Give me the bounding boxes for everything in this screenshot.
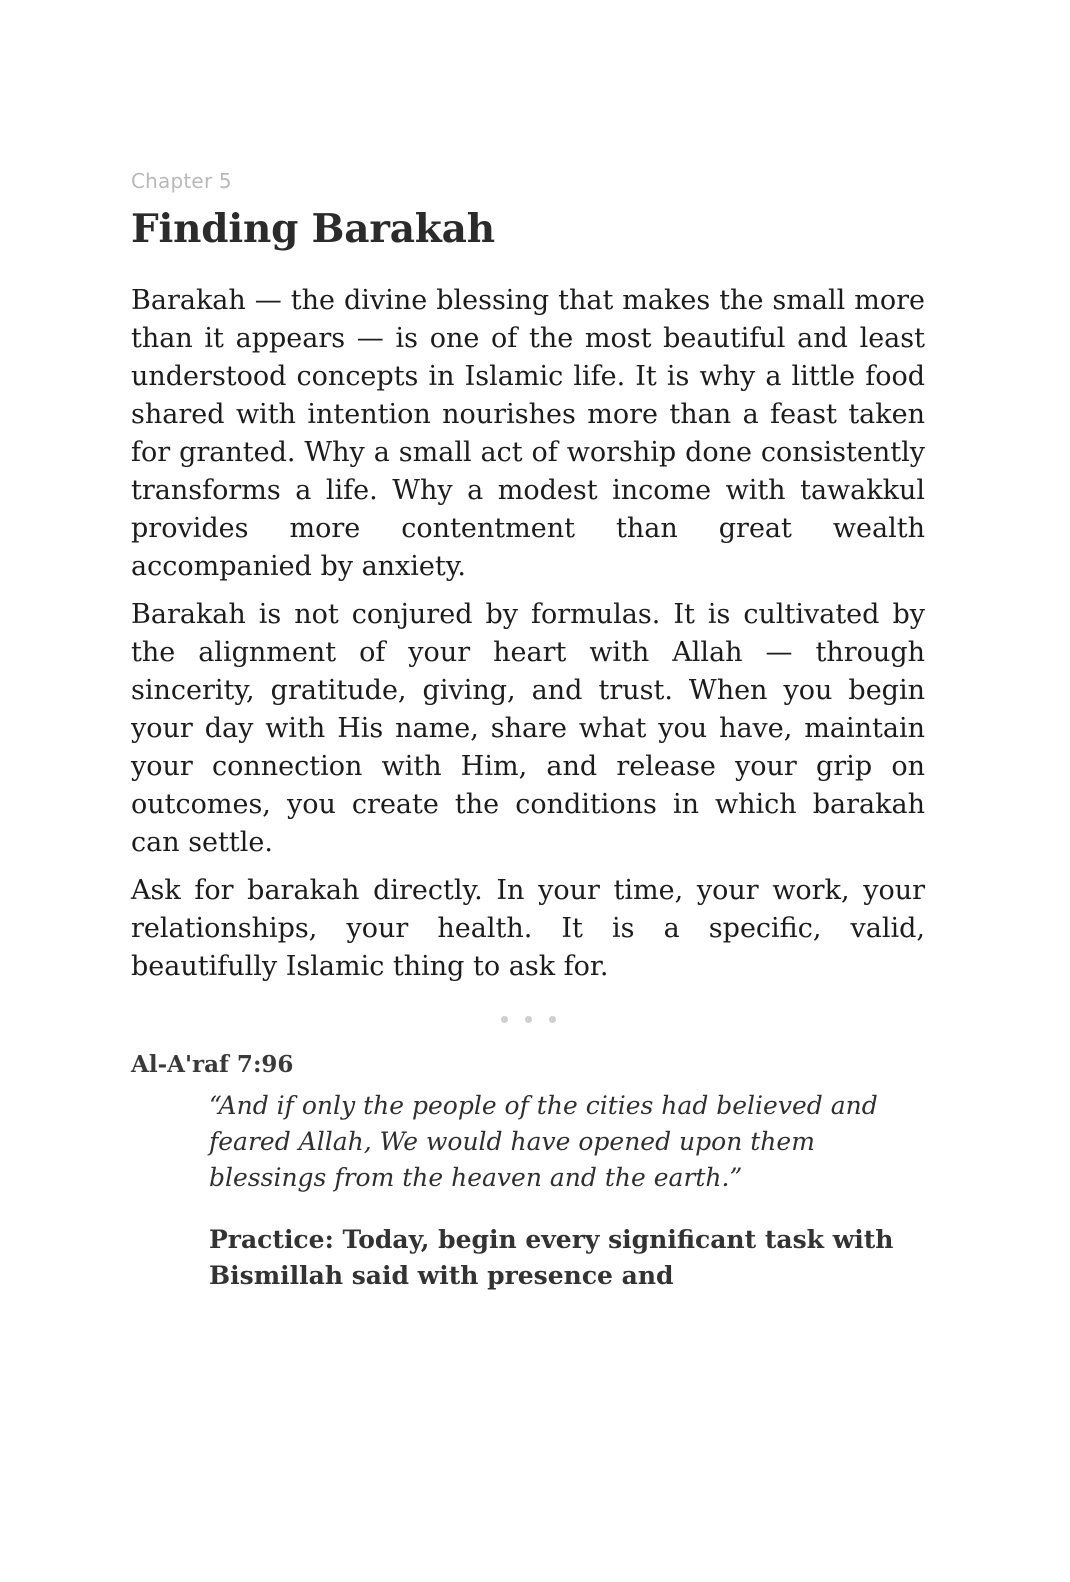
chapter-label: Chapter 5 bbox=[131, 169, 232, 193]
quote-indent-wrapper bbox=[131, 1088, 925, 1294]
body-text-column bbox=[131, 282, 925, 986]
quote-text: “And if only the people of the cities had believed and feared Allah, We would have opened upon them blessings from the heaven and the earth.” bbox=[209, 1091, 878, 1192]
body-paragraph: Barakah is not conjured by formulas. It is cultivated by the alignment of your heart with Allah — through sincerity, gratitude, giving, and trust. When you begin your day with His name, share what you have, maintain your connection with Him, and release your grip on outcomes, you create the conditions in which barakah can settle. bbox=[131, 599, 925, 858]
section-divider bbox=[131, 1012, 925, 1026]
quote-reference: Al-A'raf 7:96 bbox=[131, 1051, 294, 1078]
practice-text: Practice: Today, begin every significant task with Bismillah said with presence and bbox=[209, 1225, 894, 1290]
divider-dot-icon bbox=[501, 1016, 508, 1023]
divider-dot-icon bbox=[549, 1016, 556, 1023]
page-title: Finding Barakah bbox=[131, 206, 495, 252]
divider-dot-icon bbox=[525, 1016, 532, 1023]
body-paragraph: Ask for barakah directly. In your time, your work, your relationships, your health. It is a specific, valid, beautifully Islamic thing to ask for. bbox=[131, 875, 925, 982]
scripture-quote-block bbox=[131, 1050, 925, 1294]
body-paragraph: Barakah — the divine blessing that makes the small more than it appears — is one of the most beautiful and least understood concepts in Islamic life. It is why a little food shared with intention nourishes more than a feast taken for granted. Why a small act of worship done consistently transforms a life. Why a modest income with tawakkul provides more contentment than great wealth accompanied by anxiety. bbox=[131, 285, 925, 582]
